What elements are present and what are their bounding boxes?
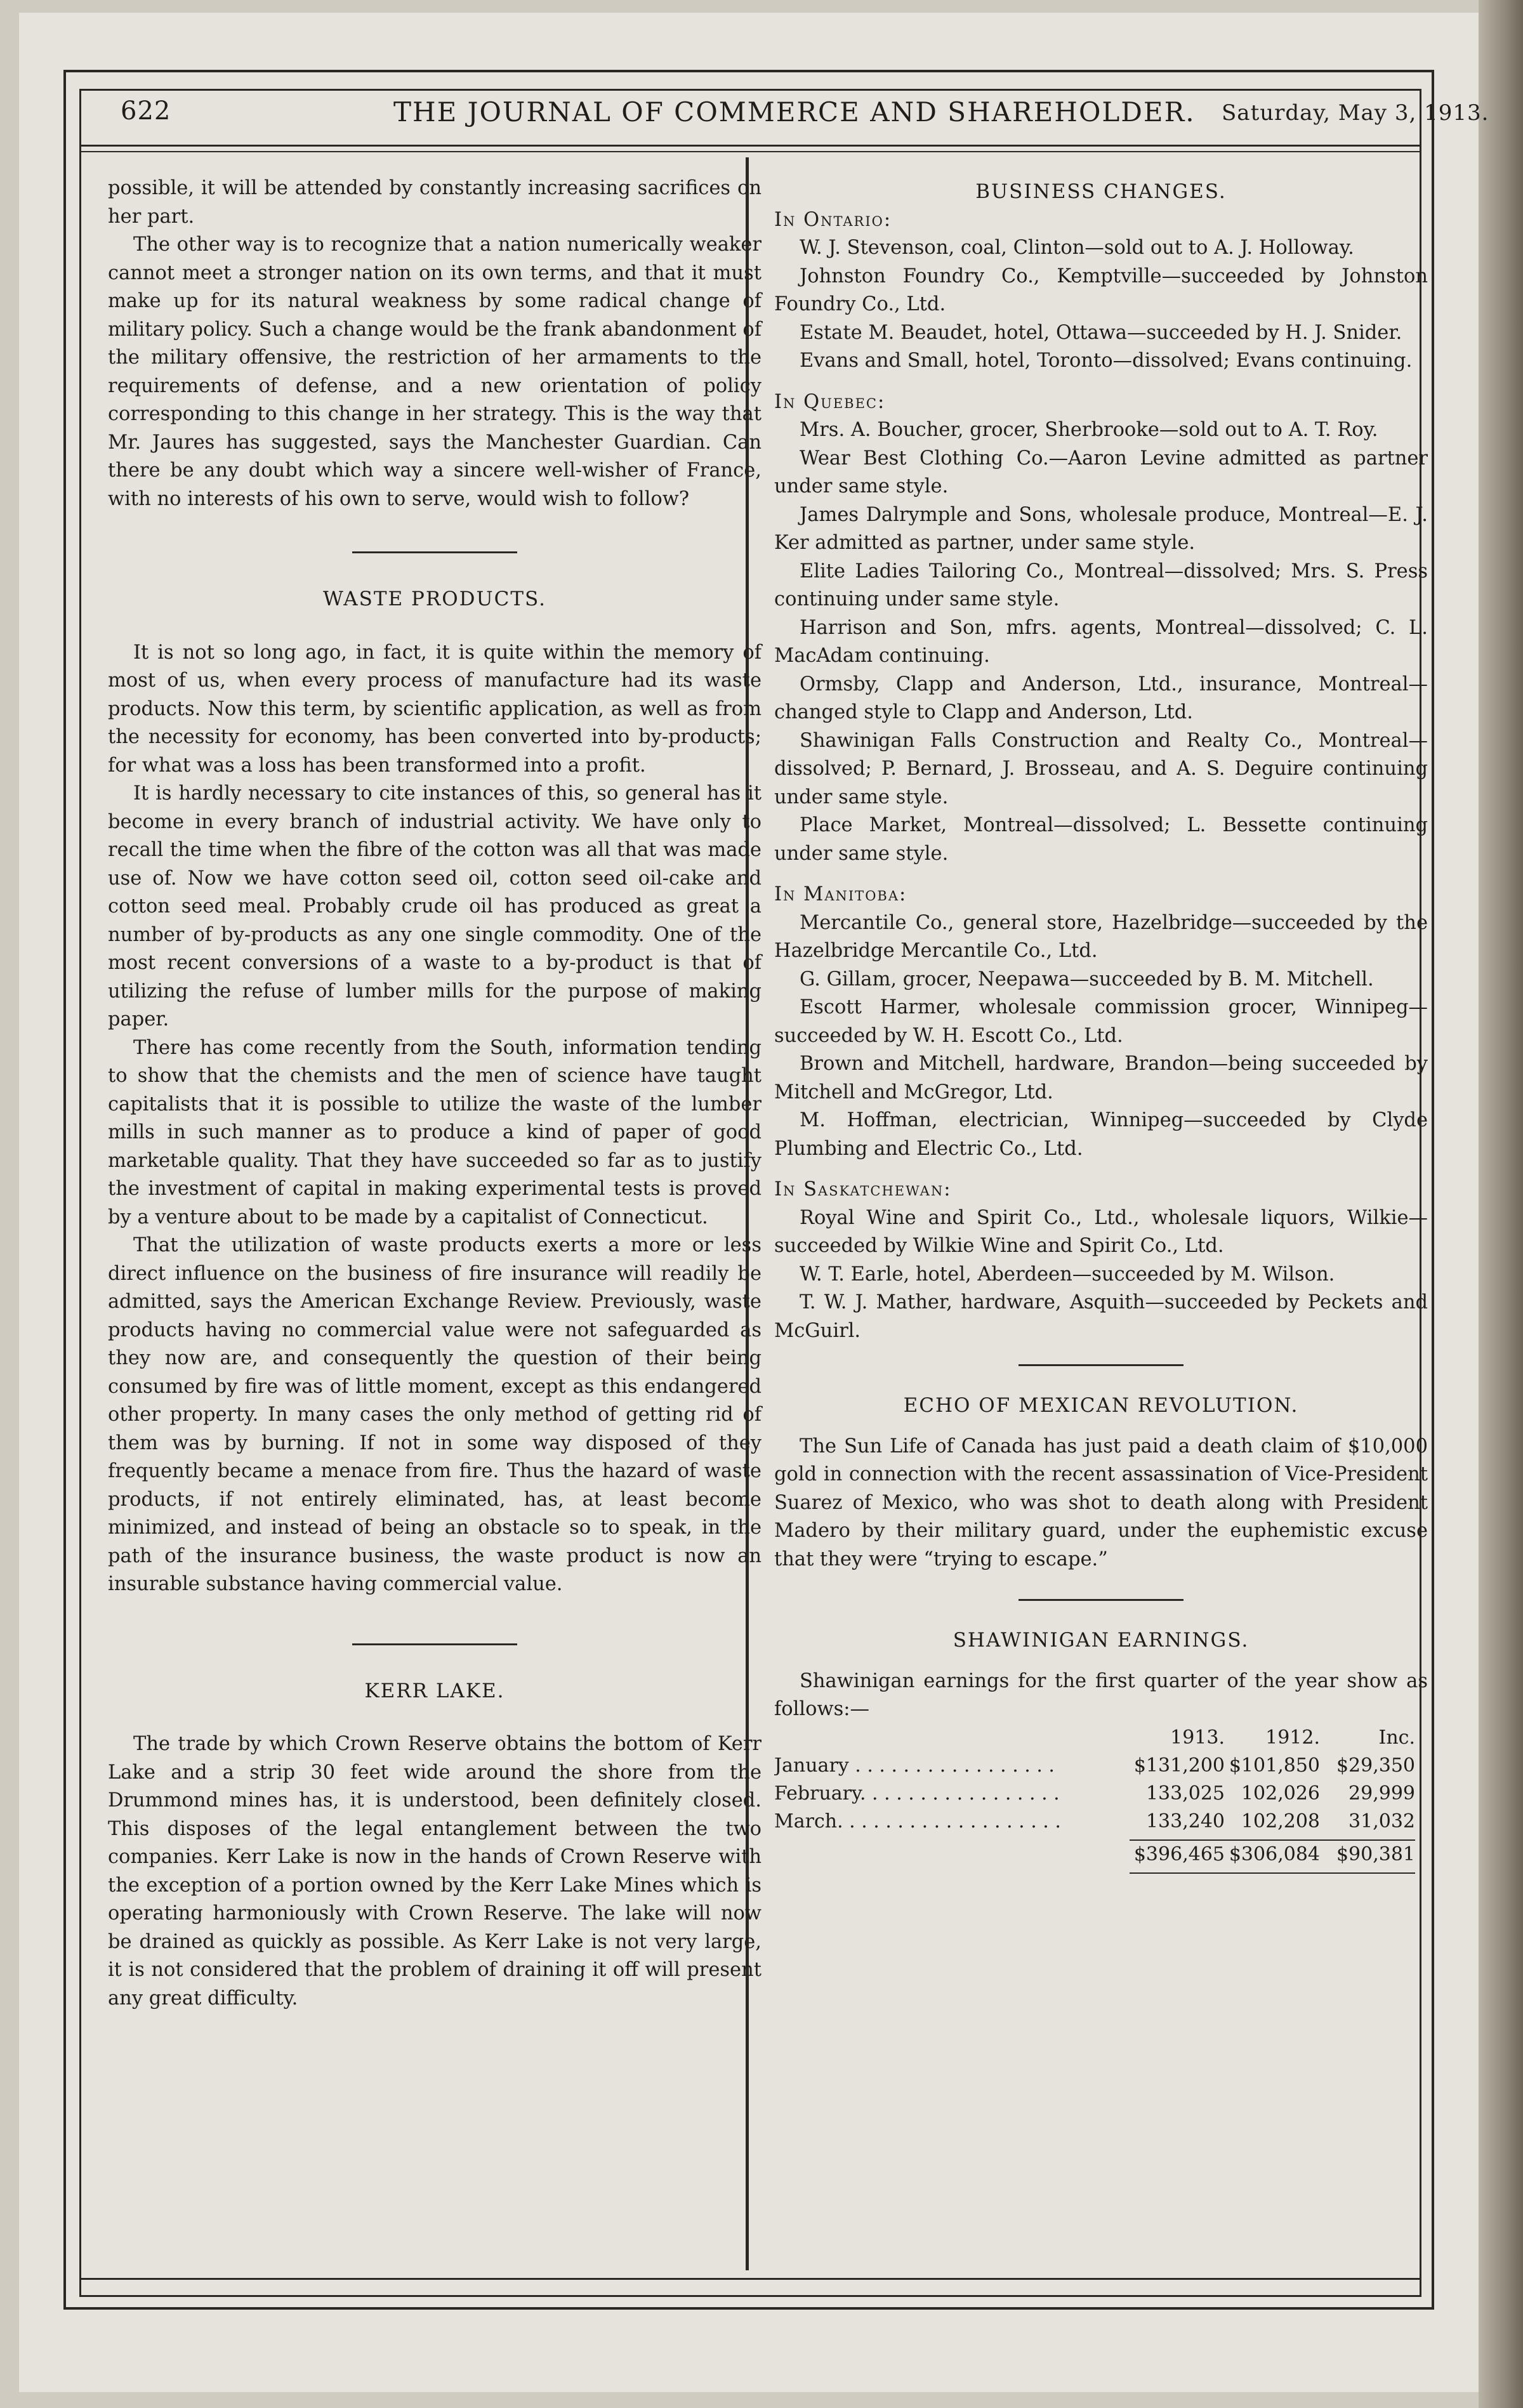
list-item: Brown and Mitchell, hardware, Brandon—being succeeded by Mitchell and McGregor, Ltd.: [774, 1053, 1428, 1103]
kerr-paragraph-1: The trade by which Crown Reserve obtains the bottom of Kerr Lake and a strip 30 feet wide around the shore from the Drummond mines has, it is understood, been definitely closed. This disposes of the legal entanglement between the two companies. Kerr Lake is now in the hands of Crown Reserve with the exception of a portion owned by the Kerr Lake Mines which is operating harmoniously with Crown Reserve. The lake will now be drained as quickly as possible. As Kerr Lake is not very large, it is not considered that the problem of draining it off will present any great difficulty.: [108, 1733, 762, 2010]
table-sum-rule: [774, 1836, 1428, 1841]
table-cell: $396,465: [1133, 1843, 1225, 1865]
table-row: [774, 1752, 1428, 1780]
list-item: Place Market, Montreal—dissolved; L. Bessette continuing under same style.: [774, 814, 1428, 865]
issue-date: Saturday, May 3, 1913.: [1222, 100, 1489, 126]
article-continuation-p1: possible, it will be attended by constantly increasing sacrifices on her part.: [108, 177, 762, 228]
header-rule-thin: [79, 151, 1421, 152]
table-header-cell: 1912.: [1265, 1726, 1320, 1749]
list-item: Evans and Small, hotel, Toronto—dissolved; Evans continuing.: [800, 350, 1413, 372]
table-cell: March. . . . . . . . . . . . . . . . . . .: [774, 1810, 1061, 1832]
table-cell: 133,240: [1145, 1810, 1225, 1832]
province-label-quebec: In Quebec:: [774, 390, 886, 413]
table-row: [774, 1780, 1428, 1808]
left-column: [108, 174, 762, 2013]
table-cell: February. . . . . . . . . . . . . . . . .: [774, 1782, 1060, 1805]
list-item: Estate M. Beaudet, hotel, Ottawa—succeeded by H. J. Snider.: [800, 321, 1402, 344]
header-rule: [79, 145, 1421, 147]
list-item: Johnston Foundry Co., Kemptville—succeeded by Johnston Foundry Co., Ltd.: [774, 265, 1428, 315]
table-header-cell: [774, 1724, 1130, 1752]
table-cell: 31,032: [1348, 1810, 1415, 1832]
list-item: Wear Best Clothing Co.—Aaron Levine admitted as partner under same style.: [774, 447, 1428, 497]
list-item: Royal Wine and Spirit Co., Ltd., wholesale liquors, Wilkie—succeeded by Wilkie Wine and Spirit Co., Ltd.: [774, 1206, 1428, 1257]
province-label-saskatchewan: In Saskatchewan:: [774, 1178, 952, 1201]
table-cell: 102,208: [1241, 1810, 1320, 1832]
earnings-table: [774, 1724, 1428, 1874]
shawinigan-intro: Shawinigan earnings for the first quarter of the year show as follows:—: [774, 1669, 1428, 1720]
table-cell: $90,381: [1336, 1843, 1415, 1865]
list-item: W. J. Stevenson, coal, Clinton—sold out to A. J. Holloway.: [800, 237, 1354, 259]
list-item: Ormsby, Clapp and Anderson, Ltd., insurance, Montreal—changed style to Clapp and Anderson, Ltd.: [774, 673, 1428, 723]
list-item: G. Gillam, grocer, Neepawa—succeeded by B. M. Mitchell.: [800, 968, 1374, 990]
list-item: W. T. Earle, hotel, Aberdeen—succeeded by M. Wilson.: [800, 1263, 1335, 1286]
bottom-rule: [79, 2278, 1421, 2280]
table-cell: 29,999: [1348, 1782, 1415, 1805]
table-cell: [774, 1841, 1130, 1869]
table-header-row: [774, 1724, 1428, 1752]
table-total-row: [774, 1841, 1428, 1869]
table-cell: $101,850: [1229, 1754, 1320, 1777]
list-item: M. Hoffman, electrician, Winnipeg—succeeded by Clyde Plumbing and Electric Co., Ltd.: [774, 1109, 1428, 1160]
table-cell: 102,026: [1241, 1782, 1320, 1805]
table-cell: January . . . . . . . . . . . . . . . . .: [774, 1754, 1055, 1777]
headline-kerr-lake: KERR LAKE.: [364, 1679, 505, 1702]
table-cell: $29,350: [1336, 1754, 1415, 1777]
table-header-cell: Inc.: [1378, 1726, 1415, 1749]
waste-paragraph-4: That the utilization of waste products exerts a more or less direct influence on the business of fire insurance will readily be admitted, says the American Exchange Review. Previously, waste products having no commercial value were not safeguarded as they now are, and consequently the question of their being consumed by fire was of little moment, except as this endangered other property. In many cases the only method of getting rid of them was by burning. If not in some way disposed of they frequently became a menace from fire. Thus the hazard of waste products, if not entirely eliminated, has, at least become minimized, and instead of being an obstacle so to speak, in the path of the insurance business, the waste product is now an insurable substance having commercial value.: [108, 1234, 762, 1595]
journal-title: THE JOURNAL OF COMMERCE AND SHAREHOLDER.: [393, 96, 1196, 128]
waste-paragraph-3: There has come recently from the South, information tending to show that the chemists and the men of science have taught capitalists that it is possible to utilize the waste of the lumber mills in such manner as to produce a kind of paper of good marketable quality. That they have succeeded so far as to justify the investment of capital in making experimental tests is proved by a venture about to be made by a capitalist of Connecticut.: [108, 1036, 762, 1228]
table-cell: 133,025: [1145, 1782, 1225, 1805]
headline-echo-mexican-revolution: ECHO OF MEXICAN REVOLUTION.: [903, 1394, 1299, 1417]
page-number: 622: [121, 96, 171, 126]
list-item: Mrs. A. Boucher, grocer, Sherbrooke—sold out to A. T. Roy.: [800, 419, 1378, 441]
table-cell: $306,084: [1229, 1843, 1320, 1865]
headline-shawinigan-earnings: SHAWINIGAN EARNINGS.: [953, 1629, 1249, 1652]
list-item: Mercantile Co., general store, Hazelbridge—succeeded by the Hazelbridge Mercantile Co., Ltd.: [774, 911, 1428, 962]
article-continuation-p2: The other way is to recognize that a nation numerically weaker cannot meet a stronger nation on its own terms, and that it must make up for its natural weakness by some radical change of military policy. Such a change would be the frank abandonment of the military offensive, the restriction of her armaments to the requirements of defense, and a new orientation of policy corresponding to this change in her strategy. This is the way that Mr. Jaures has suggested, says the Manchester Guardian. Can there be any doubt which way a sincere well-wisher of France, with no interests of his own to serve, would wish to follow?: [108, 234, 762, 510]
table-cell: $131,200: [1133, 1754, 1225, 1777]
headline-waste-products: WASTE PRODUCTS.: [322, 588, 547, 610]
waste-paragraph-2: It is hardly necessary to cite instances of this, so general has it become in every branch of industrial activity. We have only to recall the time when the fibre of the cotton was all that was made use of. Now we have cotton seed oil, cotton seed oil-cake and cotton seed meal. Probably crude oil has produced as great a number of by-products as any one single commodity. One of the most recent conversions of a waste to a by-product is that of utilizing the refuse of lumber mills for the purpose of making paper.: [108, 782, 762, 1030]
table-row: [774, 1808, 1428, 1836]
waste-paragraph-1: It is not so long ago, in fact, it is quite within the memory of most of us, when every process of manufacture had its waste products. Now this term, by scientific application, as well as from the necessity for economy, has been converted into by-products; for what was a loss has been transformed into a profit.: [108, 641, 762, 777]
right-column: [774, 178, 1428, 1874]
list-item: Shawinigan Falls Construction and Realty Co., Montreal—dissolved; P. Bernard, J. Brosseau, and A. S. Deguire continuing under same style.: [774, 729, 1428, 808]
list-item: Harrison and Son, mfrs. agents, Montreal—dissolved; C. L. MacAdam continuing.: [774, 616, 1428, 667]
list-item: T. W. J. Mather, hardware, Asquith—succeeded by Peckets and McGuirl.: [774, 1291, 1428, 1342]
list-item: Escott Harmer, wholesale commission grocer, Winnipeg—succeeded by W. H. Escott Co., Ltd.: [774, 996, 1428, 1047]
echo-paragraph: The Sun Life of Canada has just paid a death claim of $10,000 gold in connection with the recent assassination of Vice-President Suarez of Mexico, who was shot to death along with President Madero by their military guard, under the euphemistic excuse that they were “trying to escape.”: [774, 1435, 1428, 1570]
list-item: James Dalrymple and Sons, wholesale produce, Montreal—E. J. Ker admitted as partner, under same style.: [774, 503, 1428, 554]
table-total-rule: [774, 1869, 1428, 1874]
list-item: Elite Ladies Tailoring Co., Montreal—dissolved; Mrs. S. Press continuing under same style.: [774, 560, 1428, 610]
headline-business-changes: BUSINESS CHANGES.: [975, 180, 1227, 203]
province-label-manitoba: In Manitoba:: [774, 883, 907, 905]
binding-spine: [1479, 0, 1523, 2408]
table-header-cell: 1913.: [1170, 1726, 1225, 1749]
province-label-ontario: In Ontario:: [774, 208, 892, 231]
